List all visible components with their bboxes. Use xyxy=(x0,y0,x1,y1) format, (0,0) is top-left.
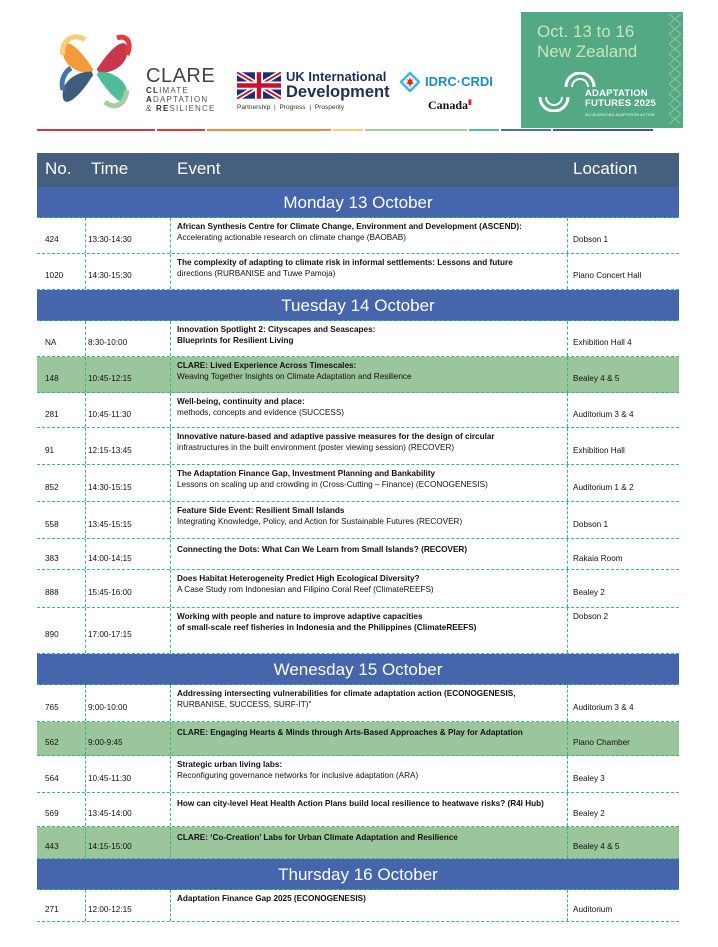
column-divider xyxy=(170,357,171,392)
color-stripes xyxy=(37,129,682,132)
event-line: Working with people and nature to improve adaptive capacities xyxy=(177,612,423,621)
column-divider xyxy=(567,539,568,569)
column-divider xyxy=(567,465,568,501)
column-divider xyxy=(170,722,171,755)
event-line: Blueprints for Resilient Living xyxy=(177,336,294,345)
column-divider xyxy=(85,722,86,755)
table-header xyxy=(37,153,679,187)
session-number: 148 xyxy=(45,374,59,383)
column-divider xyxy=(567,756,568,792)
event-line: The Adaptation Finance Gap, Investment Planning and Bankability xyxy=(177,469,436,478)
color-stripe xyxy=(365,129,467,131)
table-row xyxy=(37,502,679,539)
session-location: Auditorium 3 & 4 xyxy=(573,703,634,712)
event-line: Accelerating actionable research on climate change (BAOBAB) xyxy=(177,233,406,242)
union-jack-icon xyxy=(237,72,281,99)
event-line: Strategic urban living labs: xyxy=(177,760,283,769)
session-event xyxy=(177,798,544,809)
column-divider xyxy=(85,218,86,253)
page-header xyxy=(0,0,718,140)
column-divider xyxy=(170,890,171,921)
ukid-title-line2: Development xyxy=(286,83,390,101)
session-time: 13:45-15:15 xyxy=(88,520,132,529)
event-line: of small-scale reef fisheries in Indonesia and the Philippines (ClimateREEFS) xyxy=(177,623,477,632)
column-divider xyxy=(85,393,86,427)
session-time: 9:00-9:45 xyxy=(88,738,123,747)
column-divider xyxy=(170,570,171,607)
session-location: Exhibition Hall 4 xyxy=(573,338,632,347)
af-title-line2: FUTURES 2025 xyxy=(585,98,657,109)
event-line: CLARE: Engaging Hearts & Minds through Arts-Based Approaches & Play for Adaptation xyxy=(177,728,523,737)
day-header: Tuesday 14 October xyxy=(37,290,679,321)
session-location: Auditorium xyxy=(573,905,613,914)
session-location: Auditorium 1 & 2 xyxy=(573,483,634,492)
column-divider xyxy=(85,254,86,289)
session-event xyxy=(177,468,488,490)
column-divider xyxy=(567,793,568,826)
event-line: Reconfiguring governance networks for inclusive adaptation (ARA) xyxy=(177,771,419,780)
column-divider xyxy=(85,570,86,607)
session-time: 12:15-13:45 xyxy=(88,446,132,455)
session-number: 443 xyxy=(45,842,59,851)
event-line: How can city-level Heat Health Action Plans build local resilience to heatwave risks? (R4I Hub) xyxy=(177,799,544,808)
session-location: Dobson 2 xyxy=(573,612,609,621)
pattern-border-icon xyxy=(669,14,681,124)
ukid-tagline: Partnership | Progress | Prosperity xyxy=(237,104,345,111)
clare-line1-rest: IMATE xyxy=(159,86,189,95)
session-event xyxy=(177,759,418,781)
column-divider xyxy=(567,428,568,464)
column-divider xyxy=(170,254,171,289)
session-time: 15:45-16:00 xyxy=(88,588,132,597)
adaptation-futures-banner xyxy=(521,12,683,128)
session-time: 14:30-15:15 xyxy=(88,483,132,492)
event-line: methods, concepts and evidence (SUCCESS) xyxy=(177,408,345,417)
session-time: 10:45-11:30 xyxy=(88,774,132,783)
session-number: 383 xyxy=(45,554,59,563)
column-divider xyxy=(170,827,171,858)
session-location: Exhibition Hall xyxy=(573,446,625,455)
table-row xyxy=(37,756,679,793)
column-divider xyxy=(170,756,171,792)
table-row xyxy=(37,890,679,922)
column-divider xyxy=(85,539,86,569)
session-location: Dobson 1 xyxy=(573,235,609,244)
column-divider xyxy=(567,890,568,921)
column-divider xyxy=(567,685,568,721)
session-time: 13:30-14:30 xyxy=(88,235,132,244)
event-line: Integrating Knowledge, Policy, and Action for Sustainable Futures (RECOVER) xyxy=(177,517,463,526)
session-number: 91 xyxy=(45,446,55,455)
ukid-title-line1: UK International xyxy=(286,69,387,84)
column-divider xyxy=(170,608,171,653)
day-header: Thursday 16 October xyxy=(37,859,679,890)
session-location: Rakaia Room xyxy=(573,554,623,563)
session-location: Bealey 3 xyxy=(573,774,605,783)
af-title-line1: ADAPTATION xyxy=(585,88,648,99)
session-number: 558 xyxy=(45,520,59,529)
session-event xyxy=(177,221,522,243)
session-event xyxy=(177,893,366,904)
session-location: Bealey 2 xyxy=(573,809,605,818)
column-divider xyxy=(85,321,86,356)
session-event xyxy=(177,611,476,633)
session-event xyxy=(177,544,467,555)
column-divider xyxy=(85,827,86,858)
column-divider xyxy=(567,321,568,356)
session-location: Auditorium 3 & 4 xyxy=(573,410,634,419)
clare-line1-bold: CL xyxy=(146,86,160,95)
session-number: 562 xyxy=(45,738,59,747)
session-event xyxy=(177,396,344,418)
color-stripe xyxy=(37,129,155,131)
table-row xyxy=(37,722,679,756)
session-location: Dobson 1 xyxy=(573,520,609,529)
column-divider xyxy=(85,685,86,721)
event-line: RURBANISE, SUCCESS, SURF-IT)" xyxy=(177,700,312,709)
color-stripe xyxy=(501,129,551,131)
column-divider xyxy=(85,465,86,501)
column-divider xyxy=(85,502,86,538)
session-number: 271 xyxy=(45,905,59,914)
canada-flag-icon: ▮ xyxy=(468,98,472,106)
session-time: 14:00-14:15 xyxy=(88,554,132,563)
session-number: 852 xyxy=(45,483,59,492)
table-row xyxy=(37,465,679,502)
session-event xyxy=(177,505,462,527)
color-stripe xyxy=(553,129,653,131)
event-dates: Oct. 13 to 16 xyxy=(537,22,635,41)
column-divider xyxy=(567,570,568,607)
table-row xyxy=(37,570,679,608)
session-number: 1020 xyxy=(45,271,64,280)
color-stripe xyxy=(157,129,205,131)
session-event xyxy=(177,324,375,346)
session-number: 424 xyxy=(45,235,59,244)
event-line: Innovative nature-based and adaptive passive measures for the design of circular xyxy=(177,432,495,441)
color-stripe xyxy=(333,129,363,131)
session-time: 10:45-11:30 xyxy=(88,410,132,419)
session-number: 281 xyxy=(45,410,59,419)
clare-line3-prefix: & xyxy=(146,104,156,113)
canada-wordmark: Canada xyxy=(428,98,469,112)
session-time: 14:30-15:30 xyxy=(88,271,132,280)
table-row xyxy=(37,393,679,428)
column-divider xyxy=(85,608,86,653)
column-divider xyxy=(85,756,86,792)
session-time: 14:15-15:00 xyxy=(88,842,132,851)
column-divider xyxy=(567,218,568,253)
column-header-no: No. xyxy=(45,159,72,178)
session-time: 13:45-14:00 xyxy=(88,809,132,818)
clare-line2-rest: DAPTATION xyxy=(152,95,209,104)
session-time: 17:00-17:15 xyxy=(88,630,132,639)
session-event xyxy=(177,431,495,453)
column-divider xyxy=(85,793,86,826)
event-line: Weaving Together Insights on Climate Adaptation and Resilience xyxy=(177,372,412,381)
column-divider xyxy=(170,393,171,427)
event-line: Does Habitat Heterogeneity Predict High Ecological Diversity? xyxy=(177,574,420,583)
column-header-time: Time xyxy=(91,159,129,178)
column-divider xyxy=(85,357,86,392)
table-row xyxy=(37,254,679,290)
session-location: Piano Chamber xyxy=(573,738,630,747)
event-line: directions (RURBANISE and Tuwe Pamoja) xyxy=(177,269,336,278)
session-location: Bealey 2 xyxy=(573,588,605,597)
event-line: CLARE: Lived Experience Across Timescales: xyxy=(177,361,357,370)
column-divider xyxy=(85,428,86,464)
event-line: A Case Study rom Indonesian and Filipino Coral Reef (ClimateREEFS) xyxy=(177,585,434,594)
session-event xyxy=(177,688,516,710)
event-line: Connecting the Dots: What Can We Learn from Small Islands? (RECOVER) xyxy=(177,545,468,554)
session-location: Bealey 4 & 5 xyxy=(573,842,620,851)
table-row xyxy=(37,357,679,393)
session-number: 890 xyxy=(45,630,59,639)
column-divider xyxy=(170,539,171,569)
session-event xyxy=(177,573,434,595)
clare-name: CLARE xyxy=(146,65,216,87)
event-line: The complexity of adapting to climate risk in informal settlements: Lessons and future xyxy=(177,258,513,267)
maple-leaf-icon xyxy=(400,72,420,92)
day-header: Monday 13 October xyxy=(37,187,679,218)
event-line: Lessons on scaling up and crowding in (Cross-Cutting – Finance) (ECONOGENESIS) xyxy=(177,480,488,489)
column-divider xyxy=(170,502,171,538)
column-divider xyxy=(170,218,171,253)
clare-line3-rest: SILIENCE xyxy=(169,104,216,113)
event-line: Feature Side Event: Resilient Small Islands xyxy=(177,506,345,515)
event-line: Innovation Spotlight 2: Cityscapes and Seascapes: xyxy=(177,325,376,334)
session-location: Piano Concert Hall xyxy=(573,271,642,280)
session-number: NA xyxy=(45,338,57,347)
clare-line3-bold: RE xyxy=(155,104,170,113)
session-time: 10:45-12:15 xyxy=(88,374,132,383)
day-sections xyxy=(37,187,679,922)
table-row xyxy=(37,827,679,859)
column-divider xyxy=(567,608,568,653)
session-time: 12:00-12:15 xyxy=(88,905,132,914)
session-number: 888 xyxy=(45,588,59,597)
table-row xyxy=(37,321,679,357)
color-stripe xyxy=(469,129,499,131)
session-number: 564 xyxy=(45,774,59,783)
day-header: Wenesday 15 October xyxy=(37,654,679,685)
column-divider xyxy=(567,722,568,755)
clare-line2-bold: A xyxy=(146,95,153,104)
event-line: Adaptation Finance Gap 2025 (ECONOGENESIS) xyxy=(177,894,366,903)
table-row xyxy=(37,685,679,722)
clare-logo-icon xyxy=(55,30,135,115)
event-line: Addressing intersecting vulnerabilities for climate adaptation action (ECONOGENESIS, xyxy=(177,689,516,698)
session-event xyxy=(177,360,412,382)
session-number: 765 xyxy=(45,703,59,712)
session-time: 9:00-10:00 xyxy=(88,703,128,712)
event-line: Well-being, continuity and place: xyxy=(177,397,305,406)
event-place: New Zealand xyxy=(537,42,638,61)
column-divider xyxy=(567,827,568,858)
column-divider xyxy=(170,685,171,721)
column-divider xyxy=(170,428,171,464)
session-event xyxy=(177,727,523,738)
column-header-location: Location xyxy=(573,159,638,178)
schedule-table xyxy=(37,153,679,922)
event-line: African Synthesis Centre for Climate Change, Environment and Development (ASCEND): xyxy=(177,222,522,231)
clare-wordmark xyxy=(146,66,216,113)
event-line: infrastructures in the built environment (poster viewing session) (RECOVER) xyxy=(177,443,455,452)
column-divider xyxy=(85,890,86,921)
column-divider xyxy=(170,321,171,356)
color-stripe xyxy=(207,129,331,131)
column-header-event: Event xyxy=(177,159,221,178)
session-number: 569 xyxy=(45,809,59,818)
af-subtitle: ACCELERATING ADAPTATION ACTION xyxy=(585,113,655,117)
table-row xyxy=(37,608,679,654)
table-row xyxy=(37,428,679,465)
session-time: 8:30-10:00 xyxy=(88,338,128,347)
session-event xyxy=(177,832,458,843)
session-location: Bealey 4 & 5 xyxy=(573,374,620,383)
table-row xyxy=(37,539,679,570)
column-divider xyxy=(567,254,568,289)
session-event xyxy=(177,257,513,279)
column-divider xyxy=(567,502,568,538)
idrc-label: IDRC·CRDI xyxy=(425,74,493,89)
table-row xyxy=(37,793,679,827)
table-row xyxy=(37,218,679,254)
column-divider xyxy=(170,793,171,826)
column-divider xyxy=(567,393,568,427)
column-divider xyxy=(170,465,171,501)
event-line: CLARE: ‘Co-Creation’ Labs for Urban Climate Adaptation and Resilience xyxy=(177,833,458,842)
column-divider xyxy=(567,357,568,392)
